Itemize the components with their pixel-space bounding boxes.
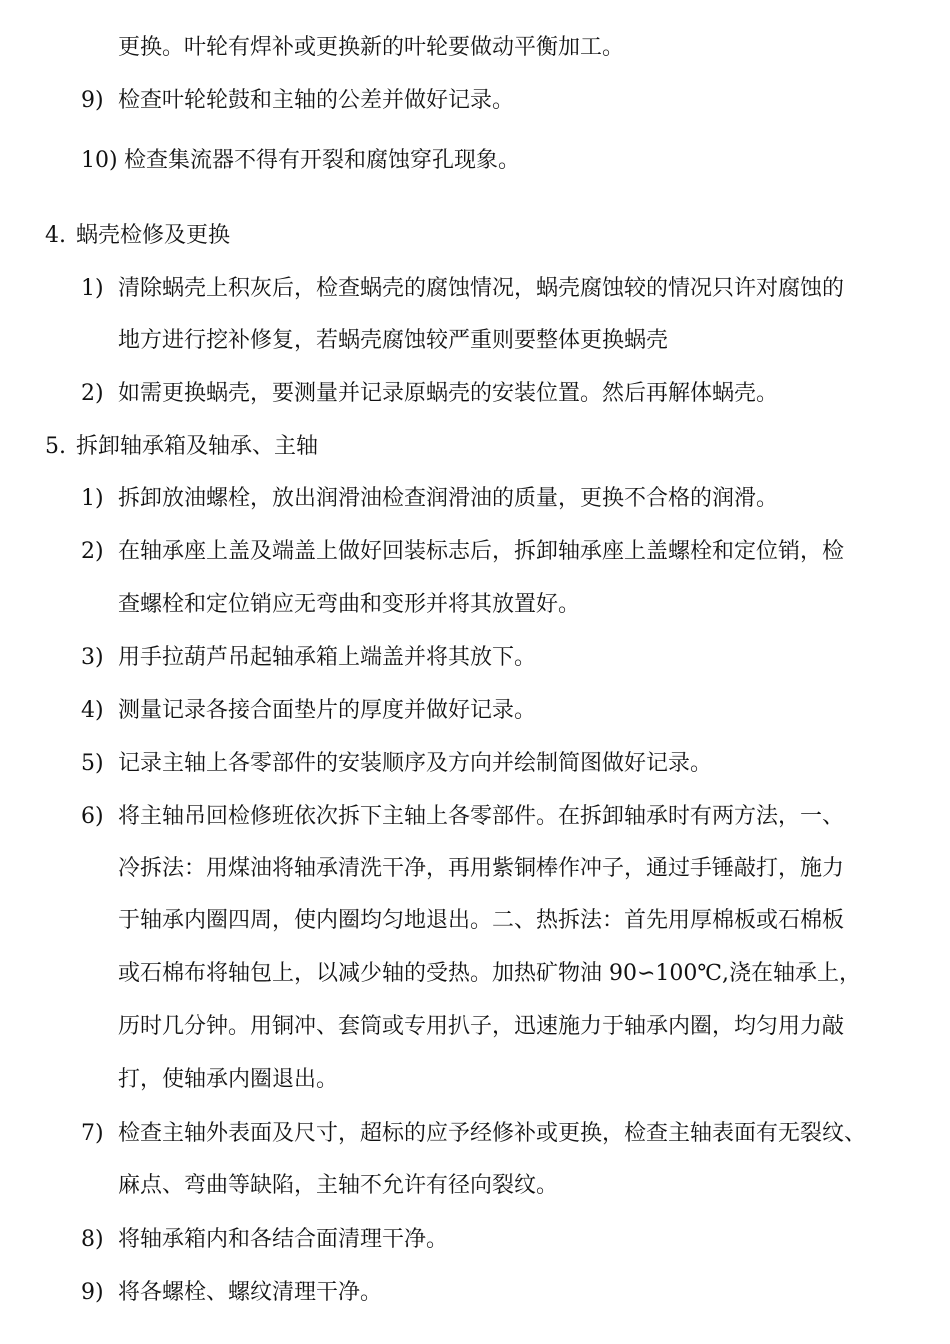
list-item-text-line: 将轴承箱内和各结合面清理干净。: [118, 1227, 449, 1252]
list-item-text-line: 于轴承内圈四周，使内圈均匀地退出。二、热拆法：首先用厚棉板或石棉板: [118, 908, 845, 933]
list-item-number: 1): [81, 276, 104, 301]
list-item-number: 2): [81, 539, 104, 564]
list-item-number: 7): [81, 1121, 104, 1146]
list-item-number: 4): [81, 698, 104, 723]
list-item-number: 9): [81, 88, 104, 113]
list-item-text-line: 在轴承座上盖及端盖上做好回装标志后，拆卸轴承座上盖螺栓和定位销，检: [118, 539, 845, 564]
list-item-number: 8): [81, 1227, 104, 1252]
list-item-text-line: 查螺栓和定位销应无弯曲和变形并将其放置好。: [118, 592, 581, 617]
continuation-text-line: 更换。叶轮有焊补或更换新的叶轮要做动平衡加工。: [118, 35, 625, 60]
list-item-number: 10): [81, 148, 118, 173]
list-item-text-line: 或石棉布将轴包上，以减少轴的受热。加热矿物油 90∽100℃,浇在轴承上，: [118, 961, 862, 986]
list-item-text-line: 检查主轴外表面及尺寸，超标的应予经修补或更换，检查主轴表面有无裂纹、: [118, 1121, 867, 1146]
list-item-text-line: 测量记录各接合面垫片的厚度并做好记录。: [118, 698, 537, 723]
section-heading: 拆卸轴承箱及轴承、主轴: [76, 434, 319, 459]
list-item-text-line: 拆卸放油螺栓，放出润滑油检查润滑油的质量，更换不合格的润滑。: [118, 486, 779, 511]
list-item-number: 3): [81, 645, 104, 670]
list-item-number: 2): [81, 381, 104, 406]
list-item-number: 1): [81, 486, 104, 511]
list-item-text-line: 检查集流器不得有开裂和腐蚀穿孔现象。: [124, 148, 521, 173]
section-heading: 蜗壳检修及更换: [76, 223, 231, 248]
list-item-text-line: 将主轴吊回检修班依次拆下主轴上各零部件。在拆卸轴承时有两方法，一、: [118, 804, 845, 829]
list-item-text-line: 检查叶轮轮鼓和主轴的公差并做好记录。: [118, 88, 515, 113]
list-item-number: 6): [81, 804, 104, 829]
list-item-text-line: 用手拉葫芦吊起轴承箱上端盖并将其放下。: [118, 645, 537, 670]
list-item-text-line: 地方进行挖补修复，若蜗壳腐蚀较严重则要整体更换蜗壳: [118, 328, 669, 353]
list-item-text-line: 如需更换蜗壳，要测量并记录原蜗壳的安装位置。然后再解体蜗壳。: [118, 381, 779, 406]
list-item-text-line: 将各螺栓、螺纹清理干净。: [118, 1280, 383, 1305]
list-item-text-line: 冷拆法：用煤油将轴承清洗干净，再用紫铜棒作冲子，通过手锤敲打，施力: [118, 856, 845, 881]
list-item-text-line: 历时几分钟。用铜冲、套筒或专用扒子，迅速施力于轴承内圈，均匀用力敲: [118, 1014, 845, 1039]
list-item-text-line: 记录主轴上各零部件的安装顺序及方向并绘制简图做好记录。: [118, 751, 713, 776]
list-item-number: 9): [81, 1280, 104, 1305]
list-item-text-line: 麻点、弯曲等缺陷，主轴不允许有径向裂纹。: [118, 1173, 559, 1198]
list-item-text-line: 打，使轴承内圈退出。: [118, 1067, 339, 1092]
section-number: 5.: [45, 434, 66, 459]
list-item-number: 5): [81, 751, 104, 776]
section-number: 4.: [45, 223, 66, 248]
list-item-text-line: 清除蜗壳上积灰后，检查蜗壳的腐蚀情况，蜗壳腐蚀较的情况只许对腐蚀的: [118, 276, 845, 301]
